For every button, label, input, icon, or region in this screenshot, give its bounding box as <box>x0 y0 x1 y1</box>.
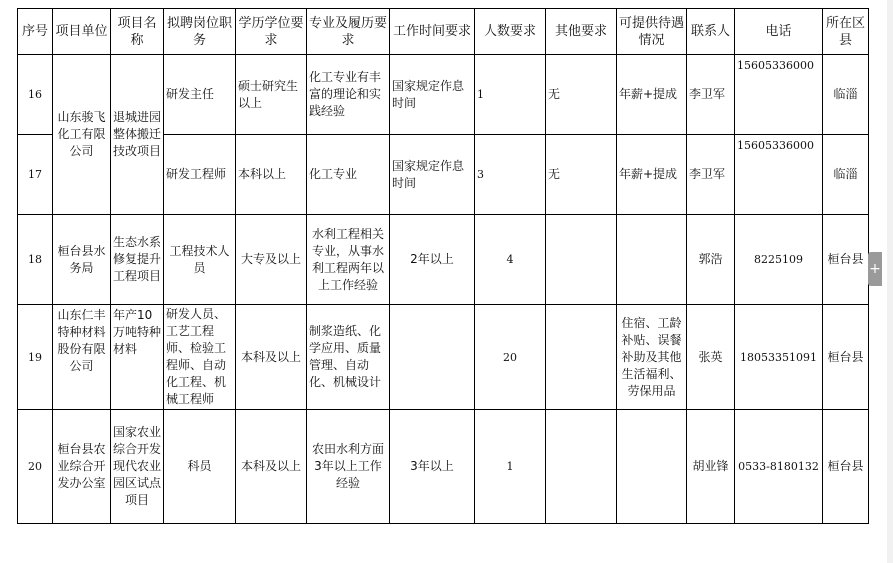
header-post: 拟聘岗位职务 <box>164 9 236 55</box>
table-row <box>18 55 869 135</box>
header-phone: 电话 <box>735 9 823 55</box>
cell-edu: 本科及以上 <box>236 410 307 524</box>
cell-other <box>546 410 617 524</box>
cell-phone: 0533-8180132 <box>735 410 823 524</box>
page-edge <box>887 0 893 563</box>
cell-time: 国家规定作息时间 <box>390 135 475 215</box>
cell-unit: 桓台县水务局 <box>53 215 111 305</box>
cell-major: 水利工程相关专业，从事水利工程两年以上工作经验 <box>307 215 390 305</box>
header-count: 人数要求 <box>475 9 546 55</box>
cell-time: 2年以上 <box>390 215 475 305</box>
cell-contact: 李卫军 <box>687 55 735 135</box>
cell-major: 化工专业 <box>307 135 390 215</box>
cell-post: 研发人员、工艺工程师、检验工程师、自动化工程、机械工程师 <box>164 305 236 410</box>
table-row <box>18 215 869 305</box>
cell-seq: 19 <box>18 305 53 410</box>
cell-count: 4 <box>475 215 546 305</box>
cell-contact: 张英 <box>687 305 735 410</box>
cell-other <box>546 215 617 305</box>
header-seq: 序号 <box>18 9 53 55</box>
recruitment-table <box>17 8 869 524</box>
cell-contact: 郭浩 <box>687 215 735 305</box>
table-row <box>18 305 869 410</box>
cell-seq: 20 <box>18 410 53 524</box>
header-unit: 项目单位 <box>53 9 111 55</box>
cell-other: 无 <box>546 135 617 215</box>
cell-seq: 18 <box>18 215 53 305</box>
header-major: 专业及履历要求 <box>307 9 390 55</box>
cell-time <box>390 305 475 410</box>
cell-seq: 17 <box>18 135 53 215</box>
cell-county: 临淄 <box>823 135 869 215</box>
cell-count: 20 <box>475 305 546 410</box>
cell-benefit <box>617 410 687 524</box>
header-county: 所在区县 <box>823 9 869 55</box>
cell-other <box>546 305 617 410</box>
header-other: 其他要求 <box>546 9 617 55</box>
cell-post: 研发工程师 <box>164 135 236 215</box>
cell-major: 化工专业有丰富的理论和实践经验 <box>307 55 390 135</box>
cell-county: 桓台县 <box>823 215 869 305</box>
cell-post: 科员 <box>164 410 236 524</box>
cell-benefit <box>617 215 687 305</box>
cell-seq: 16 <box>18 55 53 135</box>
cell-benefit: 住宿、工龄补贴、误餐补助及其他生活福利、劳保用品 <box>617 305 687 410</box>
cell-time: 国家规定作息时间 <box>390 55 475 135</box>
cell-project: 退城进园整体搬迁技改项目 <box>111 55 164 215</box>
cell-project: 生态水系修复提升工程项目 <box>111 215 164 305</box>
cell-count: 3 <box>475 135 546 215</box>
cell-major: 农田水利方面3年以上工作经验 <box>307 410 390 524</box>
cell-edu: 硕士研究生以上 <box>236 55 307 135</box>
cell-count: 1 <box>475 410 546 524</box>
cell-county: 桓台县 <box>823 305 869 410</box>
cell-project: 年产10万吨特种材料 <box>111 305 164 410</box>
cell-phone: 18053351091 <box>735 305 823 410</box>
cell-unit: 山东仁丰特种材料股份有限公司 <box>53 305 111 410</box>
header-project: 项目名称 <box>111 9 164 55</box>
cell-unit: 桓台县农业综合开发办公室 <box>53 410 111 524</box>
cell-contact: 胡业锋 <box>687 410 735 524</box>
cell-county: 临淄 <box>823 55 869 135</box>
cell-post: 研发主任 <box>164 55 236 135</box>
header-time: 工作时间要求 <box>390 9 475 55</box>
table-row <box>18 410 869 524</box>
cell-project: 国家农业综合开发现代农业园区试点项目 <box>111 410 164 524</box>
cell-phone: 15605336000 <box>735 55 823 135</box>
cell-count: 1 <box>475 55 546 135</box>
cell-edu: 大专及以上 <box>236 215 307 305</box>
header-contact: 联系人 <box>687 9 735 55</box>
cell-post: 工程技术人员 <box>164 215 236 305</box>
cell-phone: 15605336000 <box>735 135 823 215</box>
expand-panel-button[interactable]: + <box>868 252 882 286</box>
header-row <box>18 9 869 55</box>
cell-major: 制浆造纸、化学应用、质量管理、自动化、机械设计 <box>307 305 390 410</box>
cell-benefit: 年薪+提成 <box>617 135 687 215</box>
cell-other: 无 <box>546 55 617 135</box>
cell-unit: 山东骏飞化工有限公司 <box>53 55 111 215</box>
cell-edu: 本科及以上 <box>236 305 307 410</box>
cell-phone: 8225109 <box>735 215 823 305</box>
header-benefit: 可提供待遇情况 <box>617 9 687 55</box>
cell-contact: 李卫军 <box>687 135 735 215</box>
cell-edu: 本科以上 <box>236 135 307 215</box>
header-edu: 学历学位要求 <box>236 9 307 55</box>
cell-time: 3年以上 <box>390 410 475 524</box>
cell-county: 桓台县 <box>823 410 869 524</box>
cell-benefit: 年薪+提成 <box>617 55 687 135</box>
